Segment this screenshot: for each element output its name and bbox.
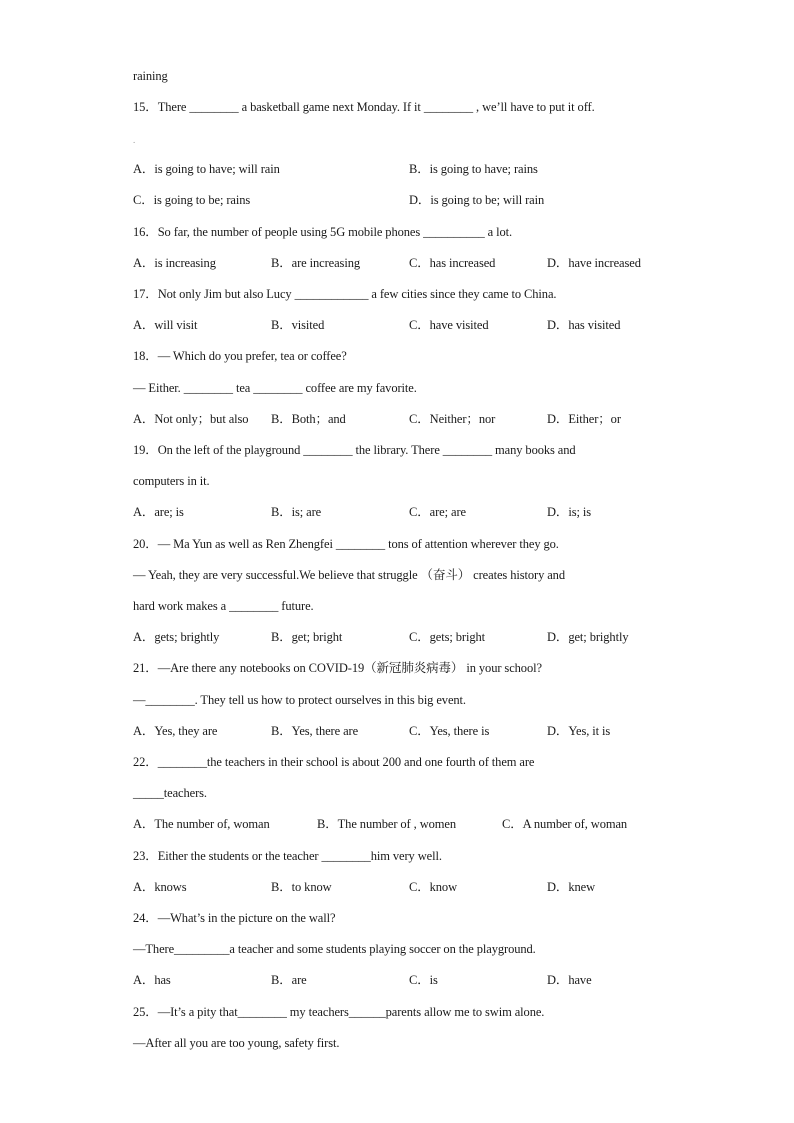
q18-option-a[interactable]: A．Not only；but also: [133, 412, 249, 426]
q22-option-c[interactable]: C．A number of, woman: [502, 817, 628, 831]
q25-stem: 25．—It’s a pity that________ my teachers______parents allow me to swim alone.: [133, 1005, 545, 1019]
q25-line2: —After all you are too young, safety first.: [133, 1036, 340, 1050]
q17-option-a[interactable]: A．will visit: [133, 318, 198, 332]
q16-option-b[interactable]: B．are increasing: [271, 256, 360, 270]
q19-stem: 19．On the left of the playground ________ the library. There ________ many books and: [133, 443, 576, 457]
q19-options: [0, 504, 794, 520]
q19-option-b[interactable]: B．is; are: [271, 505, 322, 519]
q20-option-d[interactable]: D．get; brightly: [547, 630, 629, 644]
q19-option-d[interactable]: D．is; is: [547, 505, 591, 519]
q18-option-b[interactable]: B．Both；and: [271, 412, 346, 426]
q20-line2: — Yeah, they are very successful.We believe that struggle （奋斗） creates history and: [133, 568, 565, 582]
paragraph-mark: .: [133, 135, 136, 145]
q19-option-c[interactable]: C．are; are: [409, 505, 466, 519]
q16-stem: 16．So far, the number of people using 5G mobile phones __________ a lot.: [133, 225, 513, 239]
q24-line2: —There_________a teacher and some students playing soccer on the playground.: [133, 942, 536, 956]
q15-options-row1: [0, 161, 794, 177]
q18-option-c[interactable]: C．Neither；nor: [409, 412, 496, 426]
q20-option-b[interactable]: B．get; bright: [271, 630, 343, 644]
q24-stem: 24．—What’s in the picture on the wall?: [133, 911, 336, 925]
q18-options: [0, 411, 794, 427]
q22-option-b[interactable]: B．The number of , women: [317, 817, 456, 831]
q22-options: [0, 816, 794, 832]
q22-option-a[interactable]: A．The number of, woman: [133, 817, 270, 831]
q24-option-c[interactable]: C．is: [409, 973, 438, 987]
q20-stem: 20．— Ma Yun as well as Ren Zhengfei ________ tons of attention wherever they go.: [133, 537, 559, 551]
q16-option-a[interactable]: A．is increasing: [133, 256, 216, 270]
q15-options-row2: [0, 192, 794, 208]
q15-stem: 15．There ________ a basketball game next Monday. If it ________ , we’ll have to put it off.: [133, 100, 595, 114]
q21-option-a[interactable]: A．Yes, they are: [133, 724, 218, 738]
q17-stem: 17．Not only Jim but also Lucy ____________ a few cities since they came to China.: [133, 287, 557, 301]
q21-option-d[interactable]: D．Yes, it is: [547, 724, 611, 738]
q23-stem: 23．Either the students or the teacher ________him very well.: [133, 849, 442, 863]
q23-option-b[interactable]: B．to know: [271, 880, 332, 894]
q17-option-d[interactable]: D．has visited: [547, 318, 621, 332]
q20-options: [0, 629, 794, 645]
q23-option-d[interactable]: D．knew: [547, 880, 596, 894]
q21-stem: 21．—Are there any notebooks on COVID-19（新冠肺炎病毒） in your school?: [133, 661, 542, 675]
q19-option-a[interactable]: A．are; is: [133, 505, 184, 519]
q23-option-a[interactable]: A．knows: [133, 880, 187, 894]
q17-option-c[interactable]: C．have visited: [409, 318, 489, 332]
q14-tail: raining: [133, 69, 168, 83]
q24-option-d[interactable]: D．have: [547, 973, 592, 987]
q24-options: [0, 972, 794, 988]
q22-stem: 22．________the teachers in their school is about 200 and one fourth of them are: [133, 755, 535, 769]
q18-option-d[interactable]: D．Either；or: [547, 412, 621, 426]
q22-line2: _____teachers.: [133, 786, 207, 800]
q21-option-c[interactable]: C．Yes, there is: [409, 724, 490, 738]
q20-option-a[interactable]: A．gets; brightly: [133, 630, 220, 644]
q23-option-c[interactable]: C．know: [409, 880, 458, 894]
q21-line2: —________. They tell us how to protect ourselves in this big event.: [133, 693, 466, 707]
q24-option-a[interactable]: A．has: [133, 973, 171, 987]
q15-option-a[interactable]: A．is going to have; will rain: [133, 162, 280, 176]
q24-option-b[interactable]: B．are: [271, 973, 307, 987]
q16-option-d[interactable]: D．have increased: [547, 256, 641, 270]
q17-option-b[interactable]: B．visited: [271, 318, 325, 332]
q15-option-b[interactable]: B．is going to have; rains: [409, 162, 538, 176]
q15-option-d[interactable]: D．is going to be; will rain: [409, 193, 545, 207]
q16-option-c[interactable]: C．has increased: [409, 256, 496, 270]
q16-options: [0, 255, 794, 271]
q15-option-c[interactable]: C．is going to be; rains: [133, 193, 251, 207]
q18-line2: — Either. ________ tea ________ coffee are my favorite.: [133, 381, 417, 395]
q23-options: [0, 879, 794, 895]
q20-option-c[interactable]: C．gets; bright: [409, 630, 486, 644]
q20-line3: hard work makes a ________ future.: [133, 599, 314, 613]
q21-option-b[interactable]: B．Yes, there are: [271, 724, 359, 738]
q21-options: [0, 723, 794, 739]
q18-stem: 18．— Which do you prefer, tea or coffee?: [133, 349, 347, 363]
q19-line2: computers in it.: [133, 474, 210, 488]
q17-options: [0, 317, 794, 333]
